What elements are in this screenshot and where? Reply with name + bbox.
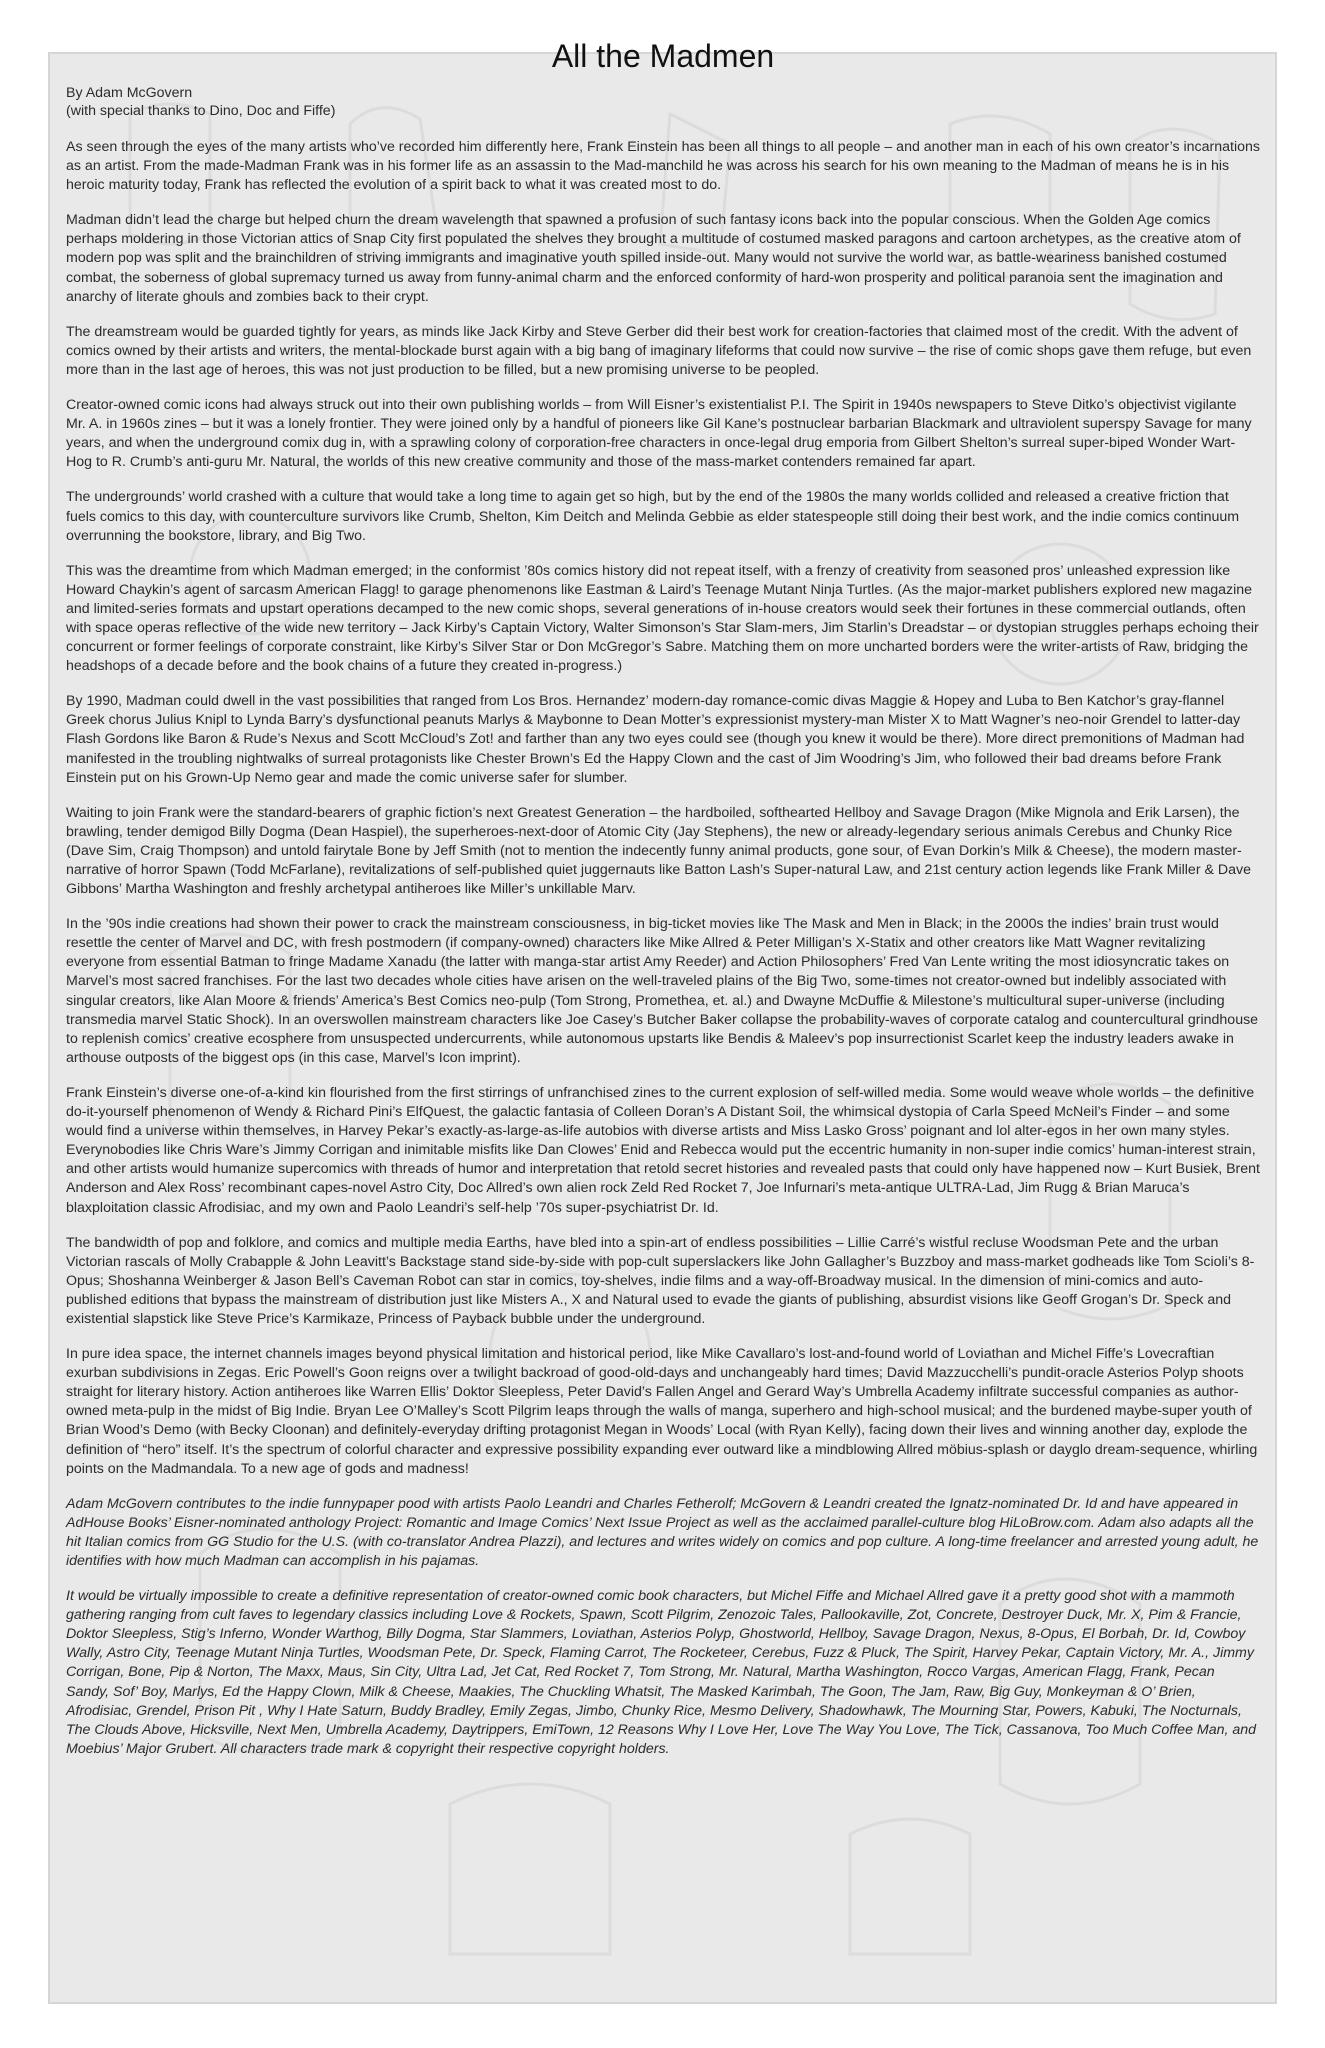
paragraph: Waiting to join Frank were the standard-bearers of graphic fiction’s next Greatest Generation – the hardboiled, softhearted Hellboy and Savage Dragon (Mike Mignola and Erik Larsen), the brawling, tender demigod Billy Dogma (Dean Haspiel), the superheroes-next-door of Atomic City (Jay Stephens), the new or already-legendary serious animals Cerebus and Chunky Rice (Dave Sim, Craig Thompson) and untold fairytale Bone by Jeff Smith (not to mention the indecently funny animal products, gone sour, of Evan Dorkin’s Milk & Cheese), the modern master-narrative of horror Spawn (Todd McFarlane), revitalizations of self-published quiet juggernauts like Batton Lash’s Super-natural Law, and 21st century action legends like Frank Miller & Dave Gibbons’ Martha Washington and freshly archetypal antiheroes like Miller’s unkillable Marv. <box>66 804 1252 898</box>
paragraph: Creator-owned comic icons had always struck out into their own publishing worlds – from Will Eisner’s existentialist P.I. The Spirit in 1940s newspapers to Steve Ditko’s objectivist vigilante Mr. A. in 1960s zines – but it was a lonely frontier. They were joined only by a handful of pioneers like Gil Kane’s postnuclear barbarian Blackmark and ultraviolent superspy Savage for many years, and when the underground comix dug in, with a sprawling colony of corporation-free characters in once-legal drug emporia from Gilbert Shelton’s surreal super-biped Wonder Wart-Hog to R. Crumb’s anti-guru Mr. Natural, the worlds of this new creative community and those of the mass-market contenders remained far apart. <box>66 397 1252 471</box>
cover-credits: It would be virtually impossible to create a definitive representation of creator-owned comic book characters, but Michel Fiffe and Michael Allred gave it a pretty good shot with a mammoth gathering ranging from cult faves to legendary classics including Love & Rockets, Spawn, Scott Pilgrim, Zenozoic Tales, Pallookaville, Zot, Concrete, Destroyer Duck, Mr. X, Pim & Francie, Doktor Sleepless, Stig’s Inferno, Wonder Warthog, Billy Dogma, Star Slammers, Loviathan, Asterios Polyp, Ghostworld, Hellboy, Savage Dragon, Nexus, 8-Opus, El Borbah, Dr. Id, Cowboy Wally, Astro City, Teenage Mutant Ninja Turtles, Woodsman Pete, Dr. Speck, Flaming Carrot, The Rocketeer, Cerebus, Fuzz & Pluck, The Spirit, Harvey Pekar, Captain Victory, Mr. A., Jimmy Corrigan, Bone, Pip & Norton, The Maxx, Maus, Sin City, Ultra Lad, Jet Cat, Red Rocket 7, Tom Strong, Mr. Natural, Martha Washington, Rocco Vargas, American Flagg, Frank, Pecan Sandy, Sof’ Boy, Marlys, Ed the Happy Clown, Milk & Cheese, Maakies, The Chuckling Whatsit, The Masked Karimbah, The Goon, The Jam, Raw, Big Guy, Monkeyman & O’ Brien, Afrodisiac, Grendel, Prison Pit , Why I Hate Saturn, Buddy Bradley, Emily Zegas, Jimbo, Chunky Rice, Mesmo Delivery, Shadowhawk, The Mourning Star, Powers, Kabuki, The Nocturnals, The Clouds Above, Hicksville, Next Men, Umbrella Academy, Daytrippers, EmiTown, 12 Reasons Why I Love Her, Love The Way You Love, The Tick, Cassanova, Too Much Coffee Man, and Moebius’ Major Grubert. All characters trade mark & copyright their respective copyright holders. <box>66 1588 1257 1757</box>
article-title: All the Madmen <box>551 38 775 74</box>
paragraph: By 1990, Madman could dwell in the vast possibilities that ranged from Los Bros. Hernandez’ modern-day romance-comic divas Maggie & Hopey and Luba to Ben Katchor’s gray-flannel Greek chorus Julius Knipl to Lynda Barry’s dysfunctional peanuts Marlys & Maybonne to Dean Motter’s expressionist mystery-man Mister X to Matt Wagner’s neo-noir Grendel to latter-day Flash Gordons like Baron & Rude’s Nexus and Scott McCloud’s Zot! and farther than any two eyes could see (though you knew it would be there). More direct premonitions of Madman had manifested in the troubling nightwalks of surreal protagonists like Chester Brown’s Ed the Happy Clown and the cast of Jim Woodring’s Jim, who followed their bad dreams before Frank Einstein put on his Grown-Up Nemo gear and made the comic universe safer for slumber. <box>66 693 1245 786</box>
author-line: By Adam McGovern <box>66 85 193 101</box>
thanks-line: (with special thanks to Dino, Doc and Fiffe) <box>66 103 336 119</box>
paragraph: The undergrounds’ world crashed with a culture that would take a long time to again get so high, but by the end of the 1980s the many worlds collided and released a creative friction that fuels comics to this day, with counterculture survivors like Crumb, Shelton, Kim Deitch and Melinda Gebbie as elder statespeople still doing their best work, and the indie comics continuum overrunning the bookstore, library, and Big Two. <box>66 489 1240 544</box>
paragraph: The bandwidth of pop and folklore, and comics and multiple media Earths, have bled into a spin-art of endless possibilities – Lillie Carré’s wistful recluse Woodsman Pete and the urban Victorian rascals of Molly Crabapple & John Leavitt’s Backstage stand side-by-side with pop-cult superslackers like John Gallagher’s Buzzboy and mass-market godheads like Tom Scioli’s 8-Opus; Shoshanna Weinberger & Jason Bell’s Caveman Robot can star in comics, toy-shelves, indie films and a way-off-Broadway musical. In the dimension of mini-comics and auto-published editions that bypass the mainstream of distribution just like Misters A., X and Natural used to evade the giants of publishing, absurdist visions like Geoff Grogan’s Dr. Speck and existential slapstick like Steve Price’s Karmikaze, Princess of Payback bubble under the underground. <box>66 1234 1255 1327</box>
paragraph: Frank Einstein’s diverse one-of-a-kind kin flourished from the first stirrings of unfranchised zines to the current explosion of self-willed media. Some would weave whole worlds – the definitive do-it-yourself phenomenon of Wendy & Richard Pini’s ElfQuest, the galactic fantasia of Colleen Doran’s A Distant Soil, the whimsical dystopia of Carla Speed McNeil’s Finder – and some would find a universe within themselves, in Harvey Pekar’s exactly-as-large-as-life autobios with diverse artists and Miss Lasko Gross’ poignant and lol alter-egos in her own many styles. Everynobodies like Chris Ware’s Jimmy Corrigan and inimitable misfits like Dan Clowes’ Enid and Rebecca would put the eccentric humanity in non-super indie comics’ human-interest strain, and other artists would humanize supercomics with threads of humor and interpretation that retold secret histories and revealed pasts that could only have happened now – Kurt Busiek, Brent Anderson and Alex Ross’ recombinant capes-novel Astro City, Doc Allred’s own alien rock Zeld Red Rocket 7, Joe Infurnari’s meta-antique ULTRA-Lad, Jim Rugg & Brian Maruca’s blaxploitation classic Afrodisiac, and my own and Paolo Leandri’s self-help ’70s super-psychiatrist Dr. Id. <box>66 1084 1261 1216</box>
paragraph: In the ’90s indie creations had shown their power to crack the mainstream consciousness, in big-ticket movies like The Mask and Men in Black; in the 2000s the indies’ brain trust would resettle the center of Marvel and DC, with fresh postmodern (if company-owned) characters like Mike Allred & Peter Milligan’s X-Statix and other creators like Matt Wagner revitalizing everyone from essential Batman to fringe Madame Xanadu (the latter with manga-star artist Amy Reeder) and Action Philosophers’ Fred Van Lente writing the most idiosyncratic takes on Marvel’s most sacred franchises. For the last two decades whole cities have arisen on the well-traveled plains of the Big Two, some-times not creator-owned but indelibly associated with singular creators, like Alan Moore & friends’ America’s Best Comics neo-pulp (Tom Strong, Promethea, et. al.) and Dwayne McDuffie & Milestone’s multicultural super-universe (including transmedia marvel Static Shock). In an overswollen mainstream characters like Joe Casey’s Butcher Baker collapse the probability-waves of corporate catalog and countercultural grindhouse to replenish comics’ creative ecosphere from unsuspected undercurrents, while autonomous upstarts like Bendis & Maleev’s pop insurrectionist Scarlet keep the industry leaders awake in arthouse outposts of the biggest ops (in this case, Marvel’s Icon imprint). <box>66 916 1259 1066</box>
paragraph: The dreamstream would be guarded tightly for years, as minds like Jack Kirby and Steve Gerber did their best work for creation-factories that claimed most of the credit. With the advent of comics owned by their artists and writers, the mental-blockade burst again with a big bang of imaginary lifeforms that could now survive – the rise of comic shops gave them refuge, but even more than in the last age of heroes, this was not just production to be filled, but a new promising universe to be peopled. <box>66 323 1252 378</box>
article <box>66 36 1260 1775</box>
author-bio: Adam McGovern contributes to the indie funnypaper pood with artists Paolo Leandri and Charles Fetherolf; McGovern & Leandri created the Ignatz-nominated Dr. Id and have appeared in AdHouse Books’ Eisner-nominated anthology Project: Romantic and Image Comics’ Next Issue Project as well as the acclaimed parallel-culture blog HiLoBrow.com. Adam also adapts all the hit Italian comics from GG Studio for the U.S. (with co-translator Andrea Plazzi), and lectures and writes widely on comics and pop culture. A long-time freelancer and arrested young adult, he identifies with how much Madman can accomplish in his pajamas. <box>66 1495 1259 1569</box>
paragraph: In pure idea space, the internet channels images beyond physical limitation and historical period, like Mike Cavallaro’s lost-and-found world of Loviathan and Michel Fiffe’s Lovecraftian exurban subdivisions in Zegas. Eric Powell’s Goon reigns over a twilight backroad of good-old-days and unchangeably hard times; David Mazzucchelli’s pundit-oracle Asterios Polyp shoots straight for literary history. Action antiheroes like Warren Ellis’ Doktor Sleepless, Peter David’s Fallen Angel and Gerard Way’s Umbrella Academy infiltrate successful companies as author-owned meta-pulp in the midst of Big Indie. Bryan Lee O’Malley’s Scott Pilgrim leaps through the walls of manga, superhero and high-school musical; and the burdened maybe-super youth of Brian Wood’s Demo (with Becky Cloonan) and definitely-everyday drifting protagonist Megan in Woods’ Local (with Ryan Kelly), facing down their lives and winning another day, explode the definition of “hero” itself. It’s the spectrum of colorful character and expressive possibility expanding ever outward like a mindblowing Allred möbius-splash or dayglo dream-sequence, whirling points on the Madmandala. To a new age of gods and madness! <box>66 1346 1258 1477</box>
paragraph: As seen through the eyes of the many artists who’ve recorded him differently here, Frank Einstein has been all things to all people – and another man in each of his own creator’s incarnations as an artist. From the made-Madman Frank was in his former life as an assassin to the Mad-manchild he was across his search for his own meaning to the Madman of means he is in his heroic maturity today, Frank has reflected the evolution of a spirit back to what it was created most to do. <box>66 139 1261 194</box>
paragraph: This was the dreamtime from which Madman emerged; in the conformist ’80s comics history did not repeat itself, with a frenzy of creativity from seasoned pros’ unleashed expression like Howard Chaykin’s agent of sarcasm American Flagg! to garage phenomenons like Eastman & Laird’s Teenage Mutant Ninja Turtles. (As the major-market publishers explored new magazine and limited-series formats and upstart operations decamped to the new comic shops, several generations of in-house creators would seek their fortunes in these commercial outlands, often with space operas reflective of the wide new territory – Jack Kirby’s Captain Victory, Walter Simonson’s Star Slam-mers, Jim Starlin’s Dreadstar – or dystopian struggles perhaps echoing their concurrent or former feelings of corporate constraint, like Kirby’s Silver Star or Don McGregor’s Sabre. Matching them on more uncharted borders were the writer-artists of Raw, bridging the headshops of a decade before and the book chains of a future they created in-progress.) <box>66 562 1259 675</box>
byline <box>66 84 1260 120</box>
paragraph: Madman didn’t lead the charge but helped churn the dream wavelength that spawned a profusion of such fantasy icons back into the popular conscious. When the Golden Age comics perhaps moldering in those Victorian attics of Snap City first populated the shelves they brought a multitude of costumed masked paragons and cartoon archetypes, as the creative atom of modern pop was split and the brainchildren of striving immigrants and imaginative youth spilled inside-out. Many would not survive the world war, as battle-weariness banished costumed combat, the soberness of global supremacy turned us away from funny-animal charm and the enforced conformity of hard-won prosperity and political paranoia sent the imagination and anarchy of literate ghouls and zombies back to their crypt. <box>66 212 1241 305</box>
